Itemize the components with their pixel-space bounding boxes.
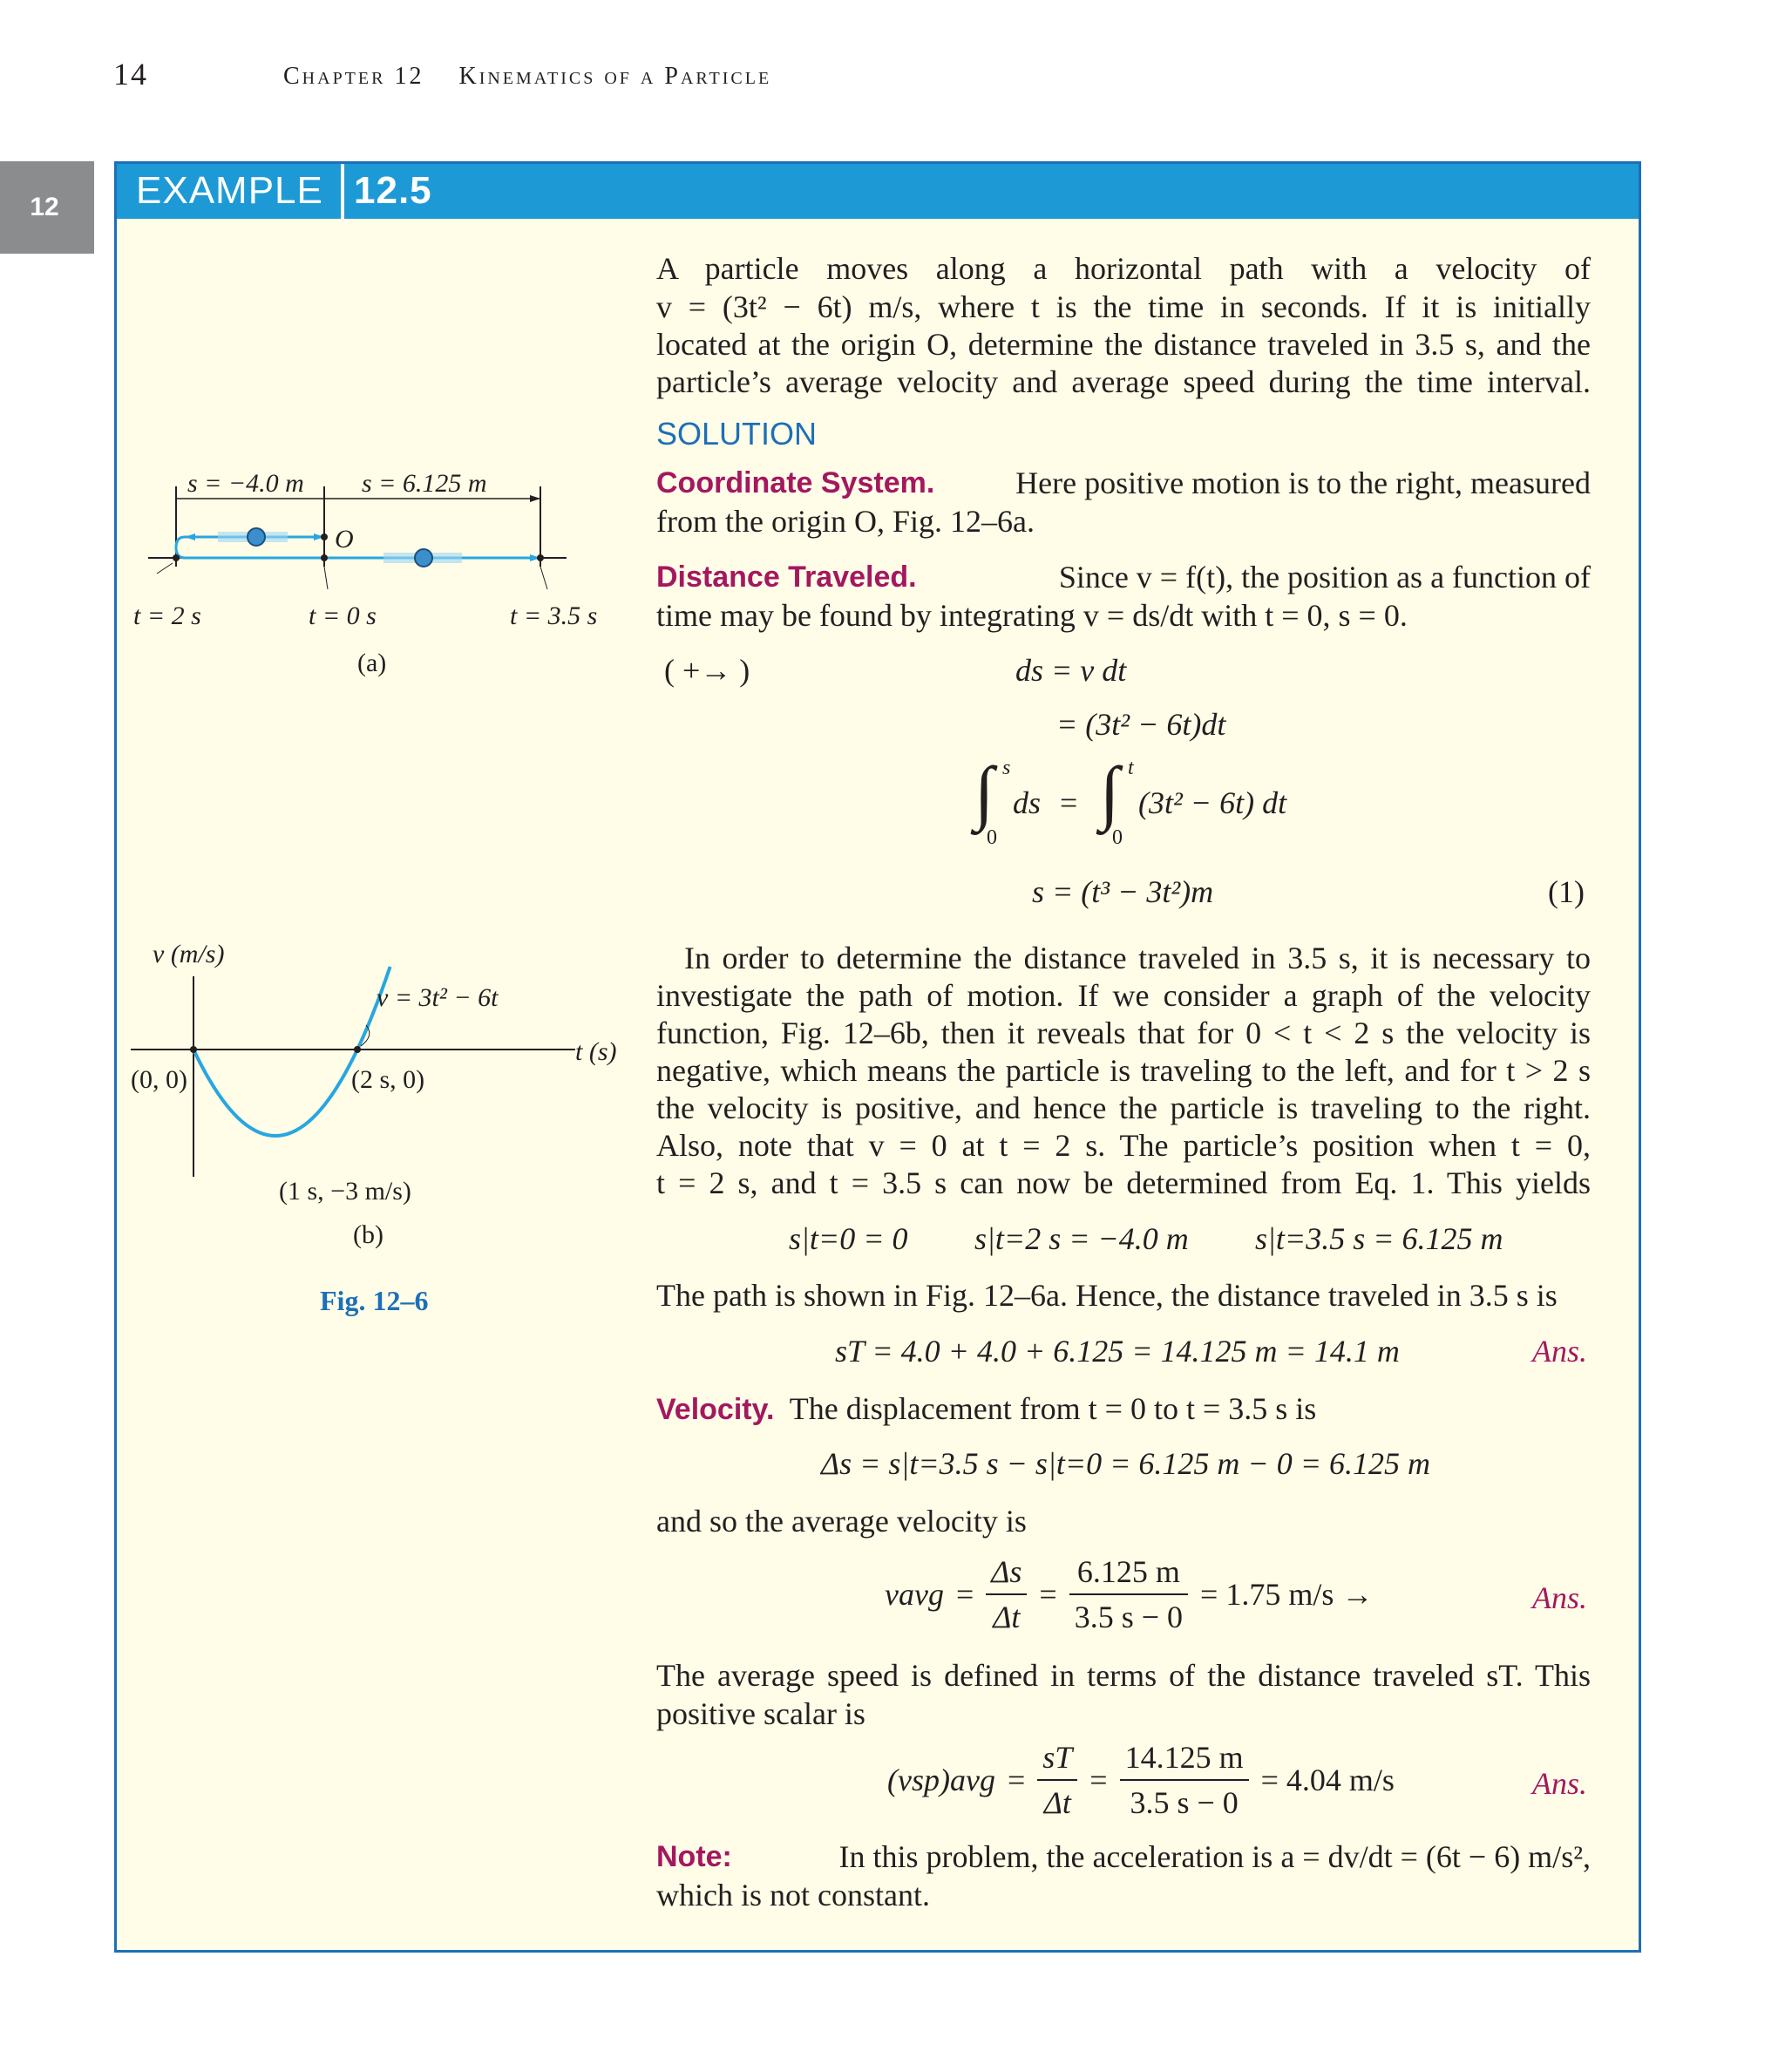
integral-upper: s bbox=[1002, 757, 1011, 779]
note-heading: Note: bbox=[656, 1840, 732, 1873]
integral-upper: t bbox=[1128, 757, 1134, 779]
analysis-line: Also, note that v = 0 at t = 2 s. The particle’s position when t = 0, bbox=[656, 1128, 1591, 1163]
example-number: 12.5 bbox=[354, 169, 432, 212]
integral-lower: 0 bbox=[987, 826, 997, 849]
equals: = bbox=[1039, 1577, 1057, 1612]
equation-number: (1) bbox=[1548, 874, 1585, 909]
note-paragraph bbox=[656, 1838, 1591, 1876]
figure-a-time-label: t = 0 s bbox=[309, 601, 377, 630]
speed-text-2: positive scalar is bbox=[656, 1696, 865, 1731]
figure-b-x-axis-label: t (s) bbox=[575, 1037, 617, 1066]
figure-a-caption: (a) bbox=[357, 649, 387, 677]
figure-b-caption: (b) bbox=[353, 1220, 383, 1249]
figure-a-dimension-right: s = 6.125 m bbox=[362, 469, 487, 498]
velocity-paragraph bbox=[656, 1389, 1316, 1429]
analysis-line: negative, which means the particle is traveling to the left, and for t > 2 s bbox=[656, 1053, 1591, 1088]
equation-1: ds = v dt bbox=[1015, 653, 1127, 688]
figure-a-time-label: t = 3.5 s bbox=[510, 601, 598, 630]
distance-equation: sT = 4.0 + 4.0 + 6.125 = 14.125 m = 14.1 m bbox=[835, 1334, 1400, 1369]
example-separator bbox=[341, 164, 344, 219]
figure-a-origin-label: O bbox=[335, 525, 354, 554]
integral-sign-1: ∫ bbox=[974, 752, 994, 832]
example-label: EXAMPLE bbox=[136, 169, 323, 212]
analysis-line: investigate the path of motion. If we consider a graph of the velocity bbox=[656, 978, 1591, 1013]
position-t0: s|t=0 = 0 bbox=[789, 1221, 908, 1256]
equation-4: s = (t³ − 3t²)m bbox=[1032, 874, 1214, 909]
coordinate-paragraph bbox=[656, 464, 1591, 502]
equation-3-left: ds bbox=[1013, 785, 1042, 820]
answer-label: Ans. bbox=[1532, 1334, 1587, 1369]
equals: = bbox=[955, 1577, 974, 1612]
chapter-label: Chapter 12 bbox=[283, 63, 424, 90]
figure-a-time-label: t = 2 s bbox=[133, 601, 201, 630]
analysis-line: In order to determine the distance traveled in 3.5 s, it is necessary to bbox=[684, 941, 1591, 975]
equation-3-right: (3t² − 6t) dt bbox=[1138, 785, 1287, 820]
average-velocity-result: = 1.75 m/s → bbox=[1200, 1577, 1374, 1612]
distance-text: Since v = f(t), the position as a function of bbox=[1058, 560, 1591, 594]
running-header bbox=[283, 63, 771, 91]
problem-line: v = (3t² − 6t) m/s, where t is the time in seconds. If it is initially bbox=[656, 289, 1591, 324]
figure-b-point-origin: (0, 0) bbox=[131, 1065, 187, 1094]
answer-label: Ans. bbox=[1532, 1580, 1587, 1615]
average-speed-equation bbox=[887, 1739, 1395, 1821]
equation-3-equals: = bbox=[1060, 785, 1078, 820]
problem-line: A particle moves along a horizontal path with a velocity of bbox=[656, 251, 1591, 286]
figure-b-point-minimum: (1 s, −3 m/s) bbox=[279, 1177, 411, 1206]
chapter-title: Kinematics of a Particle bbox=[458, 63, 772, 90]
note-text: In this problem, the acceleration is a = dv/dt = (6t − 6) m/s², bbox=[838, 1839, 1591, 1874]
example-title-bar bbox=[117, 164, 1639, 219]
velocity-text: The displacement from t = 0 to t = 3.5 s is bbox=[789, 1391, 1317, 1426]
coordinate-text: Here positive motion is to the right, measured bbox=[1015, 465, 1591, 500]
displacement-equation: Δs = s|t=3.5 s − s|t=0 = 6.125 m − 0 = 6.125 m bbox=[821, 1446, 1431, 1481]
distance-paragraph bbox=[656, 558, 1591, 596]
distance-text-2: time may be found by integrating v = ds/dt with t = 0, s = 0. bbox=[656, 598, 1408, 633]
equals: = bbox=[1007, 1763, 1026, 1797]
vavg-symbol: vavg bbox=[885, 1577, 944, 1612]
figure-b-y-axis-label: v (m/s) bbox=[153, 940, 225, 968]
problem-line: particle’s average velocity and average speed during the time interval. bbox=[656, 364, 1591, 399]
integral-lower: 0 bbox=[1112, 826, 1123, 849]
speed-text: The average speed is defined in terms of the distance traveled sT. This bbox=[656, 1658, 1591, 1693]
answer-label: Ans. bbox=[1532, 1766, 1587, 1801]
analysis-line: the velocity is positive, and hence the particle is traveling to the right. bbox=[656, 1090, 1591, 1125]
velocity-heading: Velocity. bbox=[656, 1393, 775, 1426]
problem-line: located at the origin O, determine the distance traveled in 3.5 s, and the bbox=[656, 327, 1591, 362]
solution-heading: SOLUTION bbox=[656, 416, 818, 452]
chapter-side-tab: 12 bbox=[0, 161, 94, 254]
velocity-curve bbox=[193, 967, 390, 1136]
equation-2: = (3t² − 6t)dt bbox=[1056, 707, 1226, 742]
fraction-values: $\frac{6.125 m}{3.5 s - 0}$ bbox=[1069, 1553, 1188, 1635]
sign-convention: ( +→ ) bbox=[664, 653, 750, 688]
coordinate-text-2: from the origin O, Fig. 12–6a. bbox=[656, 504, 1035, 539]
fraction-st-dt: $\frac{sT}{\Delta t}$ bbox=[1037, 1739, 1077, 1821]
average-velocity-equation bbox=[885, 1553, 1373, 1635]
fraction-ds-dt: $\frac{\Delta s}{\Delta t}$ bbox=[986, 1553, 1027, 1635]
note-text-2: which is not constant. bbox=[656, 1878, 930, 1912]
figure-b-point-root: (2 s, 0) bbox=[351, 1065, 425, 1094]
analysis-line: t = 2 s, and t = 3.5 s can now be determined from Eq. 1. This yields bbox=[656, 1165, 1591, 1200]
average-velocity-intro: and so the average velocity is bbox=[656, 1504, 1027, 1539]
figure-caption: Fig. 12–6 bbox=[320, 1285, 429, 1316]
fraction-values: $\frac{14.125 m}{3.5 s - 0}$ bbox=[1120, 1739, 1249, 1821]
position-t2: s|t=2 s = −4.0 m bbox=[974, 1221, 1189, 1256]
vsp-avg-symbol: (vsp)avg bbox=[887, 1763, 995, 1797]
position-t35: s|t=3.5 s = 6.125 m bbox=[1255, 1221, 1503, 1256]
equals: = bbox=[1089, 1763, 1108, 1797]
average-speed-result: = 4.04 m/s bbox=[1260, 1763, 1395, 1797]
path-text: The path is shown in Fig. 12–6a. Hence, the distance traveled in 3.5 s is bbox=[656, 1278, 1558, 1313]
coordinate-heading: Coordinate System. bbox=[656, 466, 935, 499]
figure-b-curve-label: v = 3t² − 6t bbox=[377, 983, 499, 1012]
page-number: 14 bbox=[113, 57, 148, 92]
integral-sign-2: ∫ bbox=[1100, 752, 1120, 832]
distance-heading: Distance Traveled. bbox=[656, 560, 917, 594]
analysis-line: function, Fig. 12–6b, then it reveals that for 0 < t < 2 s the velocity is bbox=[656, 1016, 1591, 1050]
figure-a-dimension-left: s = −4.0 m bbox=[187, 469, 304, 498]
